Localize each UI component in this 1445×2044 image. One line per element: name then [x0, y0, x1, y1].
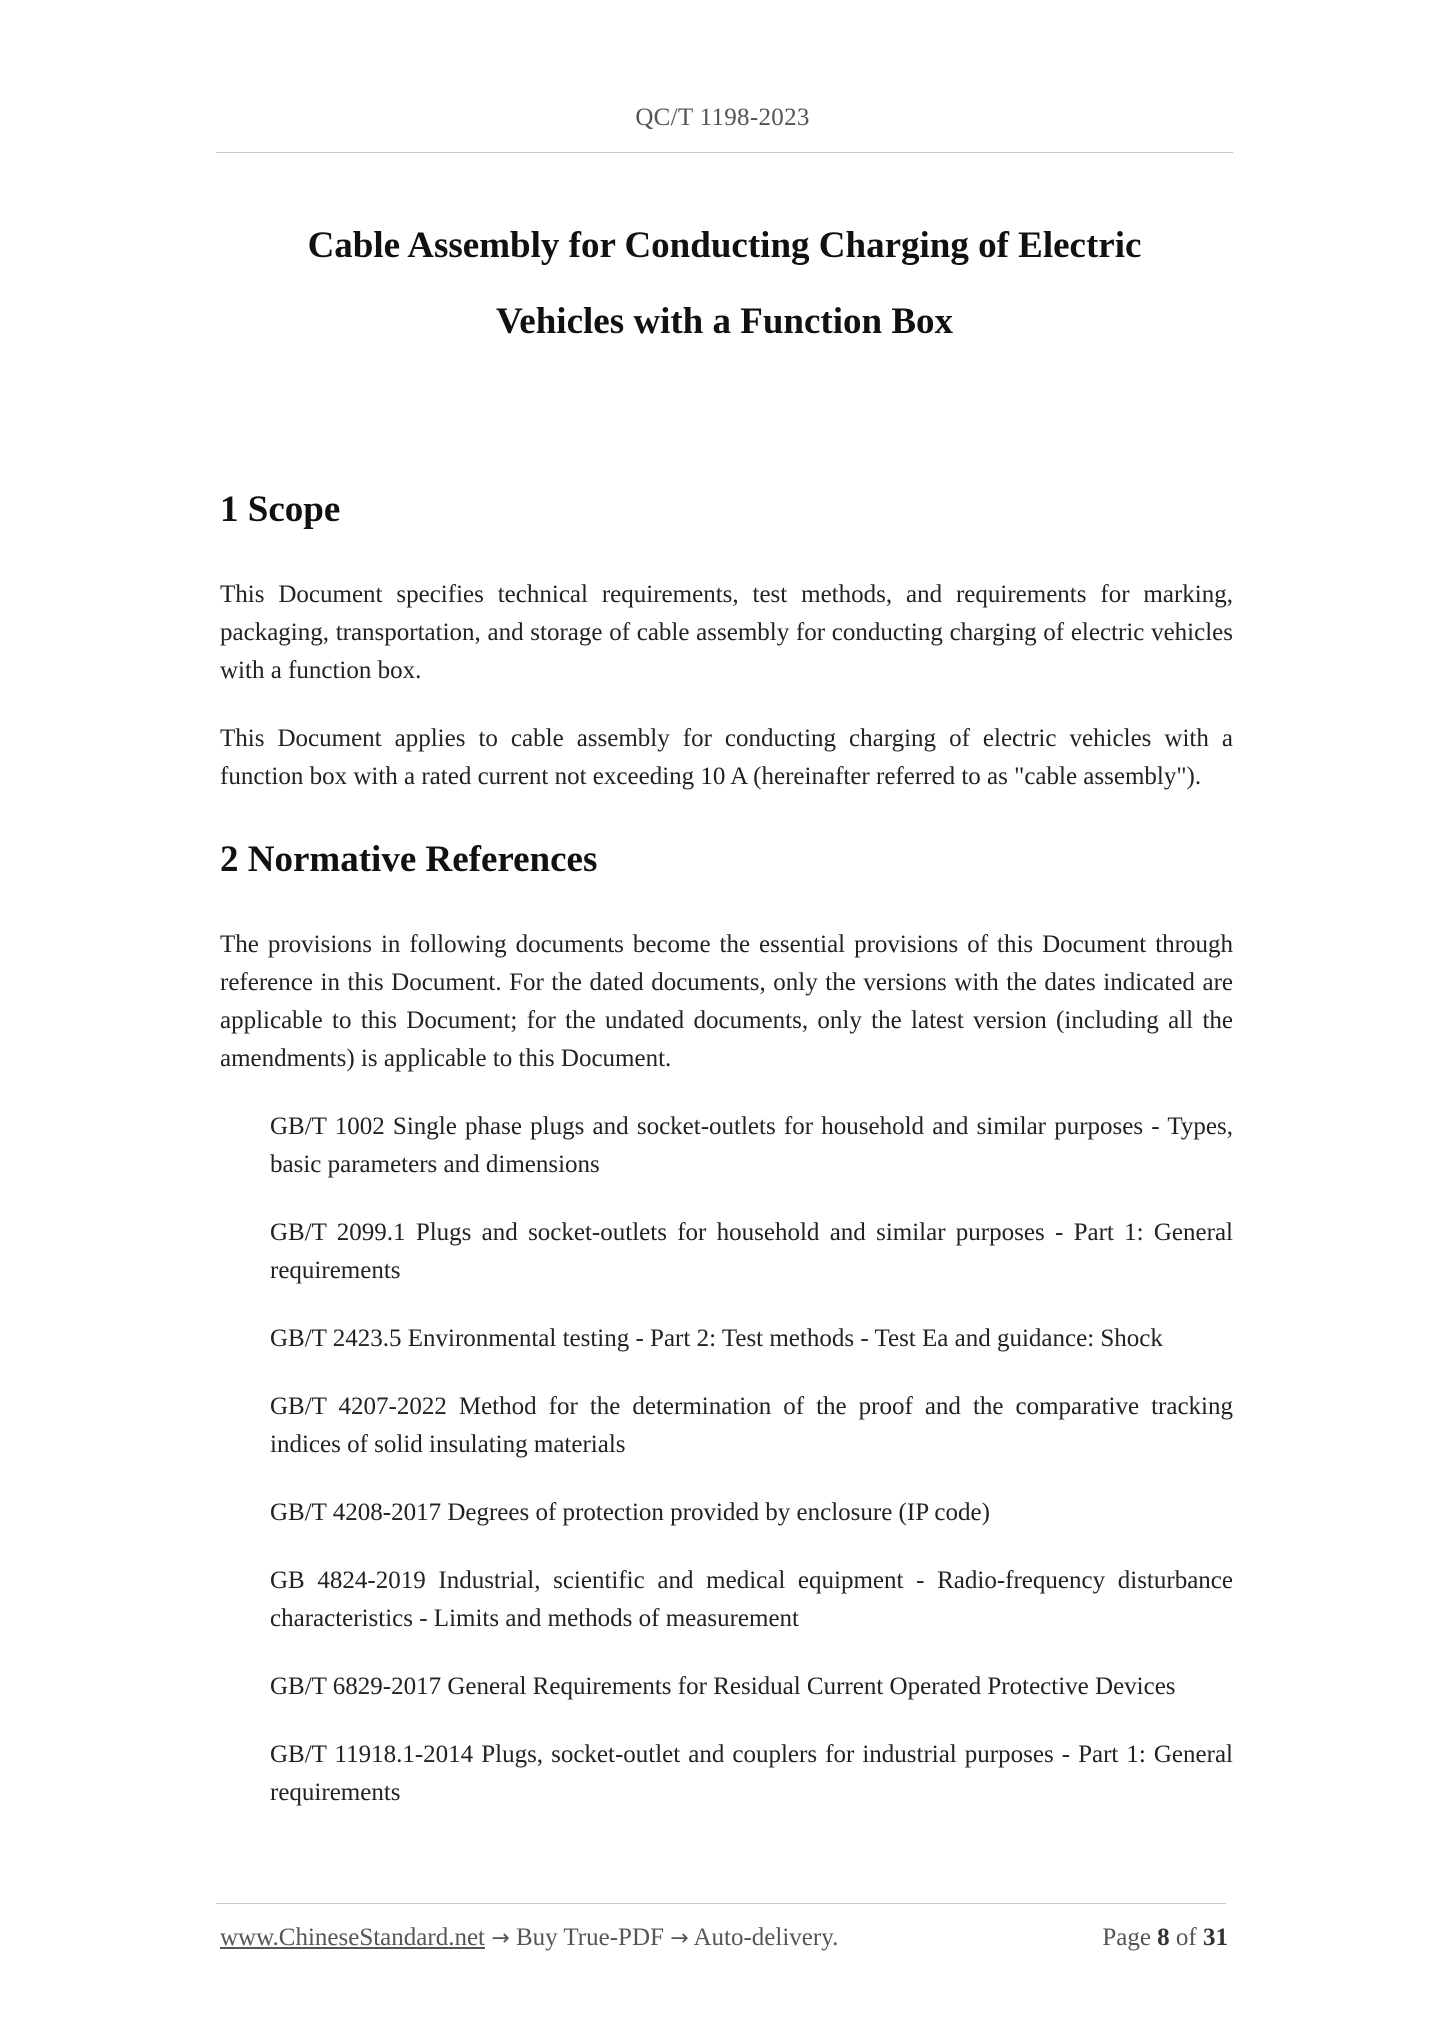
arrow-right-icon: → — [491, 1926, 510, 1951]
of-label: of — [1175, 1924, 1197, 1951]
reference-item: GB/T 1002 Single phase plugs and socket-outlets for household and similar purposes - Types, basic parameters and dimensions — [270, 1113, 1233, 1178]
section-normative-references — [220, 830, 1233, 1812]
reference-item: GB/T 4208-2017 Degrees of protection provided by enclosure (IP code) — [270, 1499, 990, 1526]
document-title — [216, 208, 1233, 360]
section-heading-normative-references: 2 Normative References — [220, 839, 598, 880]
header-divider — [216, 152, 1233, 153]
section-scope — [220, 480, 1233, 796]
page-total: 31 — [1203, 1924, 1228, 1951]
reference-item: GB/T 6829-2017 General Requirements for Residual Current Operated Protective Devices — [270, 1673, 1176, 1700]
reference-item: GB/T 4207-2022 Method for the determination of the proof and the comparative tracking indices of solid insulating materials — [270, 1393, 1233, 1458]
auto-delivery-text: Auto-delivery. — [693, 1924, 839, 1951]
reference-item: GB/T 11918.1-2014 Plugs, socket-outlet and couplers for industrial purposes - Part 1: General requirements — [270, 1741, 1233, 1806]
footer-promo — [220, 1921, 838, 1956]
section-heading-scope: 1 Scope — [220, 489, 341, 530]
page-current: 8 — [1157, 1924, 1170, 1951]
scope-paragraph-2: This Document applies to cable assembly for conducting charging of electric vehicles with a function box with a rated current not exceeding 10 A (hereinafter referred to as "cable assembly"). — [220, 725, 1233, 790]
normative-intro-paragraph: The provisions in following documents become the essential provisions of this Document through reference in this Document. For the dated documents, only the versions with the dates indicated are applicable to this Document; for the undated documents, only the latest version (including all the amendments) is applicable to this Document. — [220, 931, 1233, 1072]
reference-item: GB/T 2099.1 Plugs and socket-outlets for household and similar purposes - Part 1: General requirements — [270, 1219, 1233, 1284]
site-link[interactable]: www.ChineseStandard.net — [220, 1924, 485, 1951]
reference-list — [220, 1108, 1233, 1812]
buy-true-pdf-text: Buy True-PDF — [515, 1924, 664, 1951]
reference-item: GB 4824-2019 Industrial, scientific and medical equipment - Radio-frequency disturbance characteristics - Limits and methods of measurement — [270, 1567, 1233, 1632]
document-title-line-1: Cable Assembly for Conducting Charging of Electric — [307, 225, 1142, 266]
footer-divider — [216, 1903, 1226, 1904]
page-number — [1102, 1921, 1228, 1955]
document-body — [220, 480, 1233, 1842]
reference-item: GB/T 2423.5 Environmental testing - Part 2: Test methods - Test Ea and guidance: Shock — [270, 1325, 1163, 1352]
page-label: Page — [1102, 1924, 1151, 1951]
scope-paragraph-1: This Document specifies technical requirements, test methods, and requirements for marking, packaging, transportation, and storage of cable assembly for conducting charging of electric vehicles with a function box. — [220, 581, 1233, 684]
document-title-line-2: Vehicles with a Function Box — [495, 301, 954, 342]
running-header-doc-code: QC/T 1198-2023 — [635, 104, 810, 131]
arrow-right-icon: → — [670, 1926, 689, 1951]
